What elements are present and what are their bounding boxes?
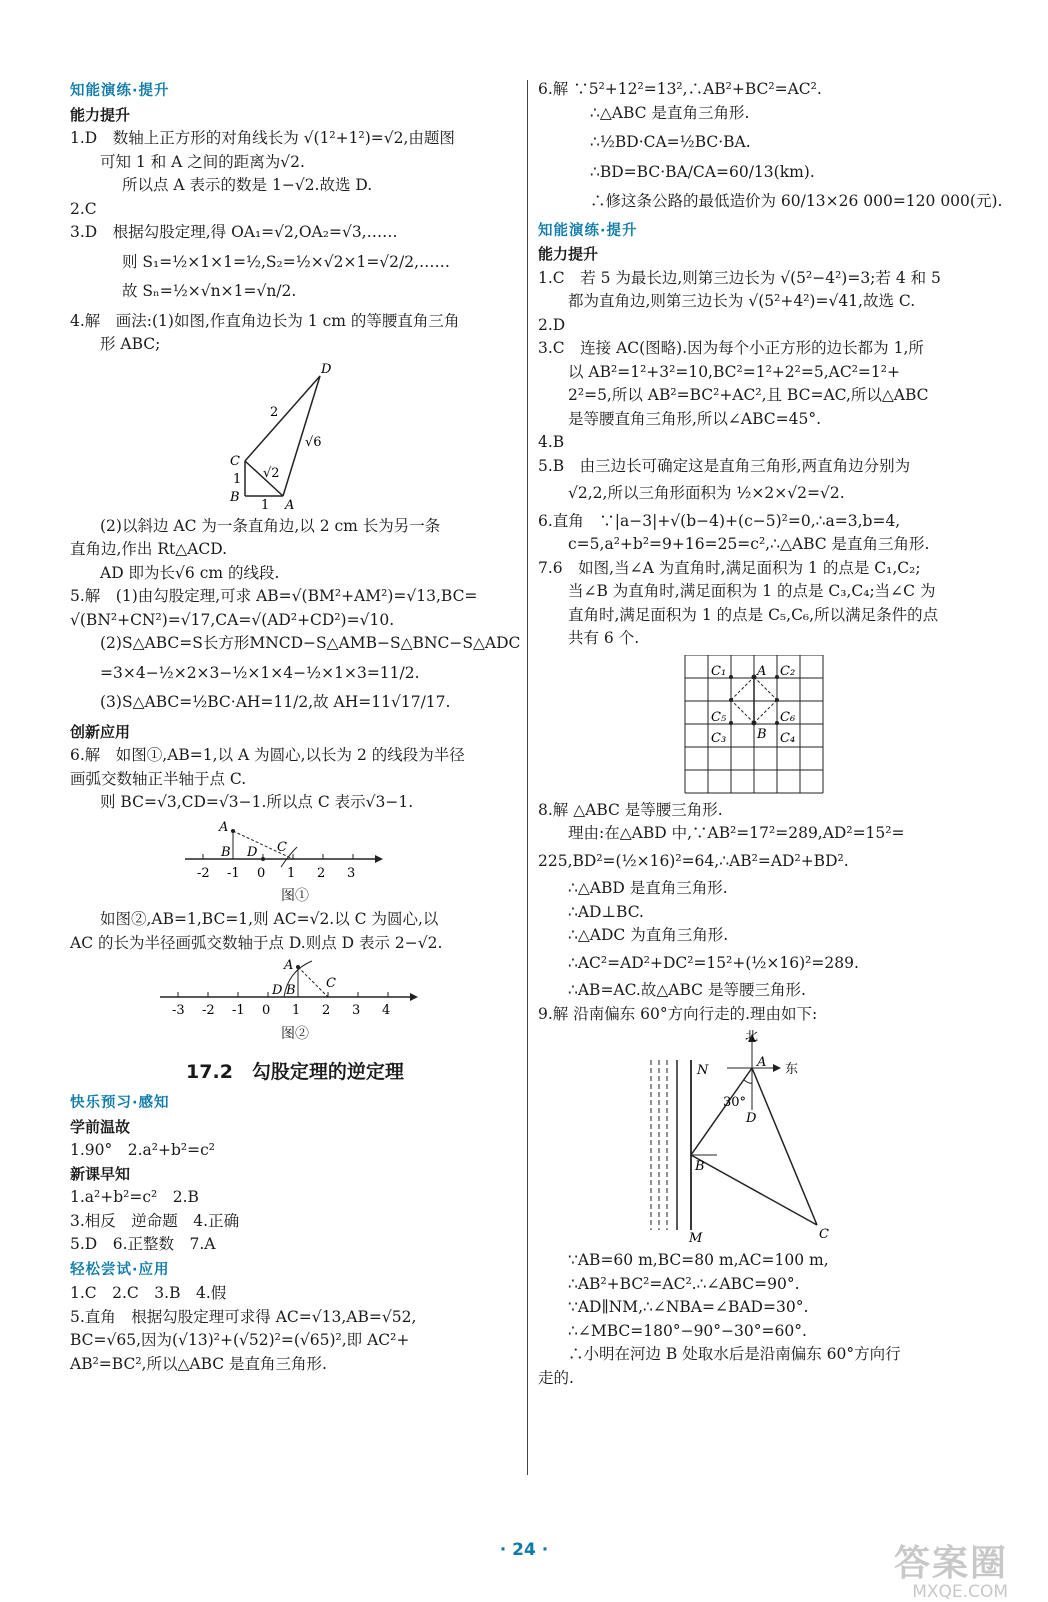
answer-line: AB²=BC²,所以△ABC 是直角三角形. bbox=[70, 1354, 327, 1373]
tick-label: 1 bbox=[287, 865, 296, 881]
left-column bbox=[70, 78, 520, 1376]
triangle-figure bbox=[225, 361, 365, 511]
tick-label: 2 bbox=[317, 865, 326, 881]
answer-line: 画弧交数轴正半轴于点 C. bbox=[70, 769, 247, 788]
label-D: D bbox=[247, 844, 258, 860]
answer-line: c=5,a²+b²=9+16=25=c²,∴△ABC 是直角三角形. bbox=[568, 535, 930, 553]
answer-line: ∴AC²=AD²+DC²=15²+(½×16)²=289. bbox=[568, 953, 859, 972]
answer-line: 5.B 由三边长可确定这是直角三角形,两直角边分别为 bbox=[538, 456, 911, 475]
answer-line: 1.D 数轴上正方形的对角线长为 √(1²+1²)=√2,由题图 bbox=[70, 129, 455, 147]
answer-line: 225,BD²=(½×16)²=64,∴AB²=AD²+BD². bbox=[538, 851, 849, 870]
answer-line: ∴修这条公路的最低造价为 60/13×26 000=120 000(元). bbox=[590, 192, 1003, 210]
tick-label: 0 bbox=[257, 865, 266, 881]
label-N: N bbox=[697, 1063, 709, 1078]
subsection-heading: 创新应用 bbox=[70, 722, 131, 741]
answer-line: AD 即为长√6 cm 的线段. bbox=[100, 563, 280, 582]
label-M: M bbox=[689, 1231, 703, 1245]
answer-line: 如图②,AB=1,BC=1,则 AC=√2.以 C 为圆心,以 bbox=[100, 910, 439, 928]
answer-line: √2,2,所以三角形面积为 ½×2×√2=√2. bbox=[568, 484, 845, 502]
answer-line: 都为直角边,则第三边长为 √(5²+4²)=√41,故选 C. bbox=[568, 292, 916, 310]
section-heading: 快乐预习·感知 bbox=[70, 1095, 170, 1111]
section-heading: 轻松尝试·应用 bbox=[70, 1261, 170, 1278]
answer-line: ∴△ABC 是直角三角形. bbox=[590, 103, 750, 122]
answer-line: 2²=5,所以 AB²=BC²+AC²,且 BC=AC,所以△ABC bbox=[568, 386, 929, 404]
answer-line: ∴BD=BC·BA/CA=60/13(km). bbox=[590, 162, 815, 181]
label-A: A bbox=[285, 497, 295, 511]
answer-line: √(BN²+CN²)=√17,CA=√(AD²+CD²)=√10. bbox=[70, 610, 395, 629]
label-A: A bbox=[757, 1055, 767, 1070]
tick-label: 0 bbox=[262, 1003, 271, 1018]
answer-line: 1.90° 2.a²+b²=c² bbox=[70, 1141, 216, 1159]
subsection-heading: 能力提升 bbox=[538, 245, 599, 263]
label-north: 北 bbox=[745, 1030, 759, 1044]
label-A: A bbox=[284, 959, 294, 973]
answer-line: ∵AD∥NM,∴∠NBA=∠BAD=30°. bbox=[568, 1298, 809, 1316]
direction-figure bbox=[647, 1030, 877, 1245]
watermark-logo-text: 答案圈 bbox=[893, 1543, 1008, 1584]
label-D: D bbox=[272, 983, 283, 998]
subsection-heading: 学前温故 bbox=[70, 1117, 131, 1136]
label-A: A bbox=[219, 819, 229, 835]
label-B: B bbox=[757, 726, 767, 742]
label-A: A bbox=[757, 663, 767, 679]
answer-line: ∴△ABD 是直角三角形. bbox=[568, 879, 728, 897]
subsection-heading: 新课早知 bbox=[70, 1164, 131, 1183]
answer-line: 理由:在△ABD 中,∵AB²=17²=289,AD²=15²= bbox=[568, 824, 905, 842]
page-number: · 24 · bbox=[499, 1540, 549, 1560]
answer-line: 2.D bbox=[538, 315, 566, 334]
answer-line: ∵AB=60 m,BC=80 m,AC=100 m, bbox=[568, 1251, 829, 1269]
answer-line: 当∠B 为直角时,满足面积为 1 的点是 C₃,C₄;当∠C 为 bbox=[568, 582, 936, 600]
tick-label: 3 bbox=[347, 865, 356, 881]
watermark bbox=[894, 1535, 1008, 1602]
answer-line: 直角边,作出 Rt△ACD. bbox=[70, 540, 228, 558]
tick-label: 2 bbox=[322, 1003, 331, 1018]
answer-line: AC 的长为半径画弧交数轴于点 D.则点 D 表示 2−√2. bbox=[70, 933, 443, 952]
section-heading: 知能演练·提升 bbox=[70, 83, 170, 99]
answer-line: ∴AB²+BC²=AC².∴∠ABC=90°. bbox=[568, 1274, 800, 1293]
answer-line: 则 BC=√3,CD=√3−1.所以点 C 表示√3−1. bbox=[100, 793, 414, 811]
answer-line: ∴小明在河边 B 处取水后是沿南偏东 60°方向行 bbox=[568, 1345, 901, 1363]
answer-line: BC=√65,因为(√13)²+(√52)²=(√65)²,即 AC²+ bbox=[70, 1331, 410, 1349]
tick-label: -1 bbox=[232, 1003, 245, 1018]
label-D: D bbox=[321, 361, 332, 377]
label-C: C bbox=[326, 976, 336, 991]
answer-line: 所以点 A 表示的数是 1−√2.故选 D. bbox=[122, 176, 373, 194]
label-east: 东 bbox=[785, 1062, 799, 1077]
answer-line: 3.相反 逆命题 4.正确 bbox=[70, 1211, 240, 1230]
label-B: B bbox=[221, 844, 231, 860]
tick-label: -3 bbox=[172, 1003, 185, 1018]
right-column bbox=[538, 78, 1003, 1390]
answer-line: 9.解 沿南偏东 60°方向行走的.理由如下: bbox=[538, 1004, 818, 1023]
answer-line: 共有 6 个. bbox=[568, 629, 640, 647]
answer-line: 以 AB²=1²+3²=10,BC²=1²+2²=5,AC²=1²+ bbox=[568, 362, 900, 381]
tick-label: 1 bbox=[292, 1003, 301, 1018]
answer-line: ∴∠MBC=180°−90°−30°=60°. bbox=[568, 1321, 807, 1340]
answer-line: 4.B bbox=[538, 433, 565, 451]
answer-line: ∴½BD·CA=½BC·BA. bbox=[590, 133, 751, 151]
label-2: 2 bbox=[270, 404, 279, 420]
label-C1: C₁ bbox=[711, 663, 727, 679]
label-C: C bbox=[277, 839, 287, 855]
label-B: B bbox=[286, 983, 296, 998]
answer-line: 5.D 6.正整数 7.A bbox=[70, 1235, 216, 1253]
number-line-figure-2 bbox=[160, 959, 430, 1019]
answer-line: =3×4−½×2×3−½×1×4−½×1×3=11/2. bbox=[100, 663, 420, 682]
figure-caption: 图① bbox=[281, 887, 309, 904]
subsection-heading: 能力提升 bbox=[70, 105, 131, 124]
label-B: B bbox=[230, 489, 240, 505]
answer-line: 8.解 △ABC 是等腰三角形. bbox=[538, 800, 723, 819]
answer-line: 可知 1 和 A 之间的距离为√2. bbox=[100, 152, 305, 171]
tick-label: 3 bbox=[352, 1003, 361, 1018]
answer-line: 故 Sₙ=½×√n×1=√n/2. bbox=[122, 282, 297, 300]
label-angle: 30° bbox=[723, 1095, 747, 1110]
answer-line: 则 S₁=½×1×1=½,S₂=½×√2×1=√2/2,…… bbox=[122, 252, 451, 271]
answer-line: 是等腰直角三角形,所以∠ABC=45°. bbox=[568, 409, 822, 428]
watermark-url: MXQE.COM bbox=[912, 1582, 1008, 1602]
label-sqrt6: √6 bbox=[305, 434, 322, 450]
answer-line: 3.D 根据勾股定理,得 OA₁=√2,OA₂=√3,…… bbox=[70, 223, 398, 241]
answer-line: (2)S△ABC=S长方形MNCD−S△AMB−S△BNC−S△ADC bbox=[100, 634, 521, 652]
answer-line: 1.C 2.C 3.B 4.假 bbox=[70, 1284, 227, 1302]
label-C: C bbox=[230, 453, 240, 469]
answer-line: 6.直角 ∵|a−3|+√(b−4)+(c−5)²=0,∴a=3,b=4, bbox=[538, 511, 901, 530]
label-C6: C₆ bbox=[780, 709, 796, 725]
tick-label: -1 bbox=[227, 865, 240, 881]
answer-line: 形 ABC; bbox=[100, 335, 161, 353]
label-C2: C₂ bbox=[780, 663, 796, 679]
tick-label: -2 bbox=[197, 865, 210, 881]
label-sqrt2: √2 bbox=[263, 465, 280, 481]
answer-line: 1.a²+b²=c² 2.B bbox=[70, 1188, 199, 1206]
section-title: 17.2 勾股定理的逆定理 bbox=[186, 1060, 404, 1083]
section-heading: 知能演练·提升 bbox=[538, 222, 638, 239]
label-C4: C₄ bbox=[780, 730, 796, 746]
answer-line: 1.C 若 5 为最长边,则第三边长为 √(5²−4²)=3;若 4 和 5 bbox=[538, 268, 941, 287]
grid-figure bbox=[677, 655, 847, 795]
label-1: 1 bbox=[233, 471, 242, 487]
answer-line: ∴△ADC 为直角三角形. bbox=[568, 926, 729, 944]
answer-line: 6.解 ∵5²+12²=13²,∴AB²+BC²=AC². bbox=[538, 80, 822, 98]
answer-line: ∴AD⊥BC. bbox=[568, 902, 644, 921]
label-B: B bbox=[695, 1159, 705, 1174]
answer-line: 3.C 连接 AC(图略).因为每个小正方形的边长都为 1,所 bbox=[538, 339, 924, 357]
label-1: 1 bbox=[261, 497, 270, 511]
answer-line: 6.解 如图①,AB=1,以 A 为圆心,以长为 2 的线段为半径 bbox=[70, 746, 465, 764]
answer-line: 7.6 如图,当∠A 为直角时,满足面积为 1 的点是 C₁,C₂; bbox=[538, 558, 921, 577]
tick-label: 4 bbox=[382, 1003, 391, 1018]
answer-line: 5.解 (1)由勾股定理,可求 AB=√(BM²+AM²)=√13,BC= bbox=[70, 587, 478, 605]
answer-line: 2.C bbox=[70, 199, 97, 218]
answer-line: (3)S△ABC=½BC·AH=11/2,故 AH=11√17/17. bbox=[100, 693, 451, 711]
label-C3: C₃ bbox=[711, 730, 727, 746]
answer-line: 直角时,满足面积为 1 的点是 C₅,C₆,所以满足条件的点 bbox=[568, 605, 939, 624]
answer-line: (2)以斜边 AC 为一条直角边,以 2 cm 长为另一条 bbox=[100, 516, 441, 535]
answer-line: ∴AB=AC.故△ABC 是等腰三角形. bbox=[568, 981, 806, 999]
number-line-figure-1 bbox=[185, 819, 405, 881]
column-divider bbox=[527, 80, 528, 1475]
label-C5: C₅ bbox=[711, 709, 727, 725]
answer-line: 走的. bbox=[538, 1368, 574, 1387]
answer-line: 4.解 画法:(1)如图,作直角边长为 1 cm 的等腰直角三角 bbox=[70, 311, 460, 330]
label-D: D bbox=[746, 1111, 757, 1126]
answer-line: 5.直角 根据勾股定理可求得 AC=√13,AB=√52, bbox=[70, 1307, 417, 1326]
label-C: C bbox=[819, 1227, 829, 1242]
figure-caption: 图② bbox=[281, 1026, 309, 1042]
tick-label: -2 bbox=[202, 1003, 215, 1018]
